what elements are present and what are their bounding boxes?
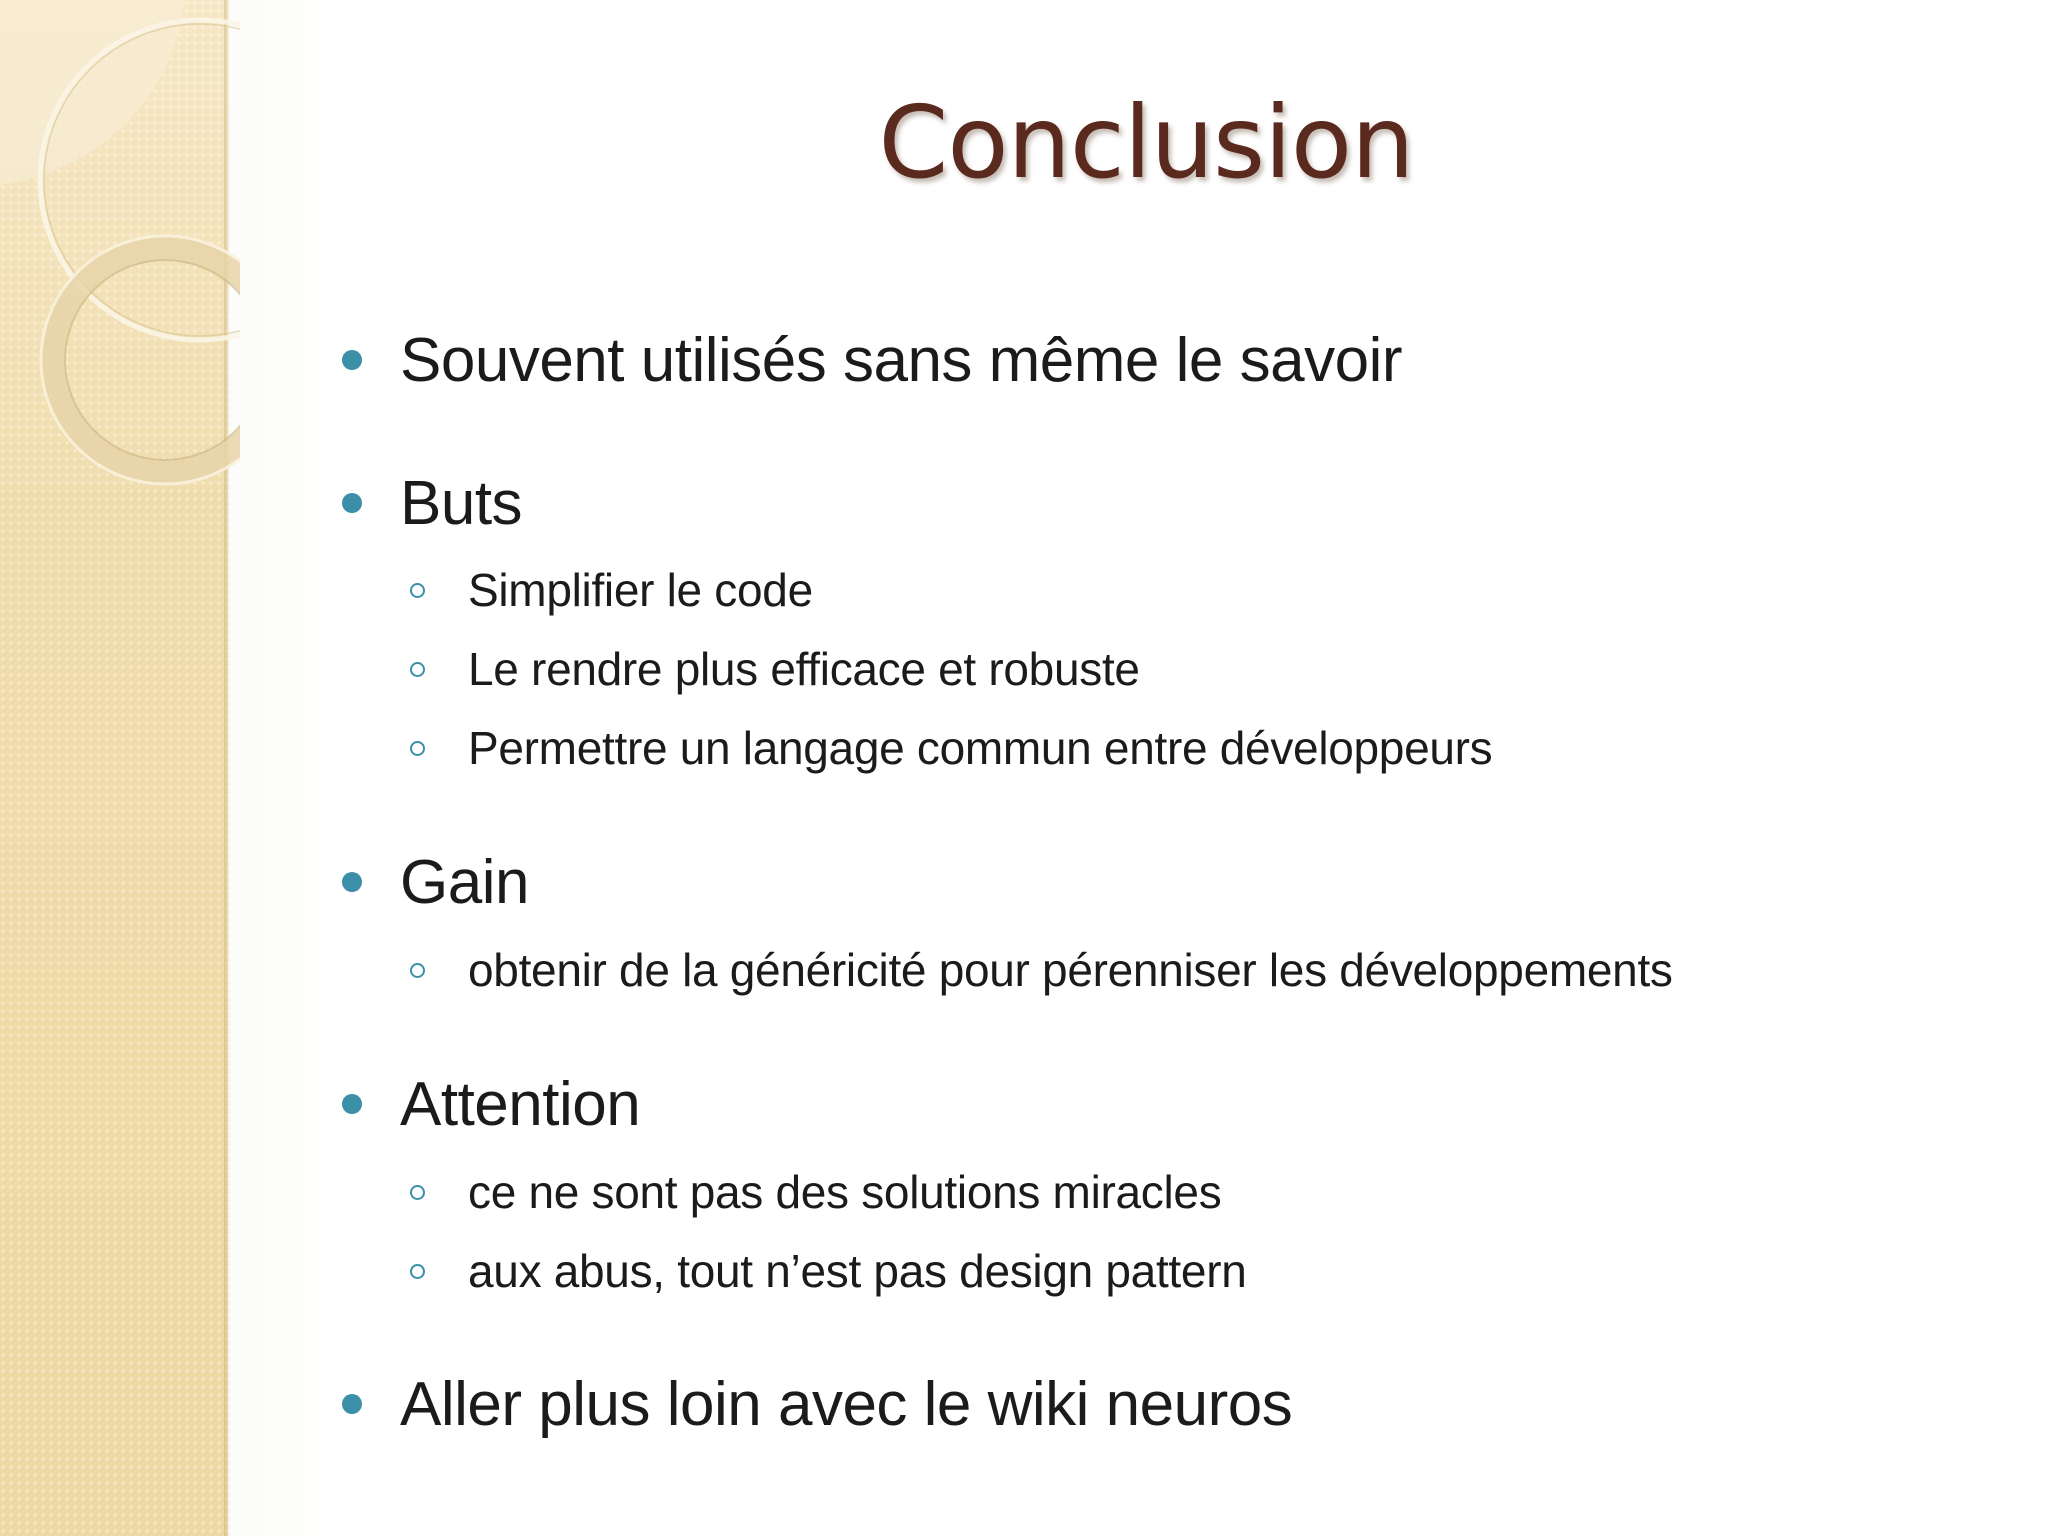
decorative-ring bbox=[53, 248, 240, 472]
sub-bullet-ring-icon bbox=[410, 1185, 425, 1200]
bullet-dot-icon bbox=[342, 350, 362, 370]
sub-bullet-ring-icon bbox=[410, 963, 425, 978]
bullet-dot-icon bbox=[342, 493, 362, 513]
bullet-dot-icon bbox=[342, 872, 362, 892]
sub-bullet-text: obtenir de la généricité pour pérenniser les développements bbox=[468, 944, 1673, 996]
bullet-dot-icon bbox=[342, 1394, 362, 1414]
sub-bullet-ring-icon bbox=[410, 583, 425, 598]
decorative-rings bbox=[0, 0, 240, 520]
bullet-text: Buts bbox=[400, 468, 523, 538]
slide-title-text: Conclusion bbox=[878, 84, 1414, 201]
bullet-text: Gain bbox=[400, 847, 529, 917]
sub-bullet-text: Le rendre plus efficace et robuste bbox=[468, 643, 1140, 695]
bullet-item bbox=[330, 1064, 2010, 1144]
sub-bullet-text: Permettre un langage commun entre développeurs bbox=[468, 722, 1493, 774]
bullet-text: Attention bbox=[400, 1069, 641, 1139]
sub-bullet-text: ce ne sont pas des solutions miracles bbox=[468, 1166, 1222, 1218]
slide-title bbox=[228, 78, 2048, 208]
bullet-text: Aller plus loin avec le wiki neuros bbox=[400, 1369, 1293, 1439]
bullet-item bbox=[330, 463, 2010, 543]
bullet-item bbox=[330, 320, 2010, 400]
sub-bullet-ring-icon bbox=[410, 1264, 425, 1279]
sub-bullet-item bbox=[330, 1162, 2010, 1222]
sub-bullet-item bbox=[330, 1241, 2010, 1301]
sub-bullet-ring-icon bbox=[410, 741, 425, 756]
bullet-dot-icon bbox=[342, 1094, 362, 1114]
sub-bullet-text: aux abus, tout n’est pas design pattern bbox=[468, 1245, 1247, 1297]
sub-bullet-item bbox=[330, 940, 2010, 1000]
bullet-item bbox=[330, 842, 2010, 922]
bullet-text: Souvent utilisés sans même le savoir bbox=[400, 325, 1403, 395]
sub-bullet-item bbox=[330, 560, 2010, 620]
sub-bullet-text: Simplifier le code bbox=[468, 564, 813, 616]
sub-bullet-ring-icon bbox=[410, 662, 425, 677]
sub-bullet-item bbox=[330, 718, 2010, 778]
sub-bullet-item bbox=[330, 639, 2010, 699]
bullet-item bbox=[330, 1364, 2010, 1444]
